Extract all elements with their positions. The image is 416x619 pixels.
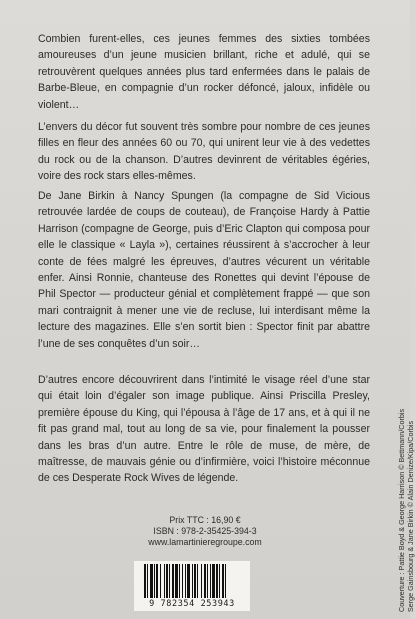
price-label: Prix TTC : 16,90 € [169, 515, 241, 525]
blurb-paragraph-1: Combien furent-elles, ces jeunes femmes des sixties tombées amoureuses d’un jeune musicien brillant, riche et adulé, qui se retrouvèrent quelques années plus tard enfermées dans le palais de Barbe-Bleue, en compagnie d’un rocker défoncé, jaloux, infidèle ou violent… [38, 33, 370, 111]
cover-credits [398, 409, 416, 612]
barcode-bars [144, 564, 240, 598]
barcode-digits: 9 782354 253943 [149, 599, 235, 609]
publication-info [0, 515, 410, 549]
credit-line-2: Serge Gainsbourg & Jane Birkin © Alain Denize/Kipa/Corbis [405, 420, 415, 612]
blurb-paragraph-3: De Jane Birkin à Nancy Spungen (la compagne de Sid Vicious retrouvée lardée de coups de couteau), de Françoise Hardy à Pattie Harrison (compagne de George, puis d’Eric Clapton qui composa pour elle le classique « Layla »), certaines réussirent à s’accrocher à leur conte de fées malgré les épreuves, d’autres vécurent un véritable enfer. Ainsi Ronnie, chanteuse des Ronettes qui devint l’épouse de Phil Spector — producteur génial et complètement frappé — que son mari contraignit à mener une vie de recluse, lui interdisant même la lecture des magazines. Elle s’en sortit bien : Spector finit par abattre l’une de ses conquêtes d’un soir… [38, 190, 370, 350]
blurb-paragraph-2: L’envers du décor fut souvent très sombre pour nombre de ces jeunes filles en fleur des années 60 ou 70, qui unirent leur vie à des vedettes du rock ou de la chanson. D’autres devinrent de véritables égéries, voire des rock stars elles-mêmes. [38, 121, 370, 183]
credit-line-1: Couverture : Pattie Boyd & George Harrison © Bettmann/Corbis [397, 408, 406, 612]
blurb-paragraph-4: D’autres encore découvrirent dans l’intimité le visage réel d’une star qui était loin d’égaler son image publique. Ainsi Priscilla Presley, première épouse du King, qui l’épousa à l’âge de 17 ans, et à qui il ne fit pas grand mal, tout au long de sa vie, pour finalement la pousser dans les bras d’un autre. Entre le rôle de muse, de mère, de maîtresse, de mauvais génie ou d’infirmière, voici l’histoire méconnue de ces Desperate Rock Wives de légende. [38, 374, 370, 485]
isbn-label: ISBN : 978-2-35425-394-3 [153, 526, 257, 537]
website-link[interactable]: www.lamartinieregroupe.com [148, 537, 262, 548]
barcode [134, 561, 250, 611]
